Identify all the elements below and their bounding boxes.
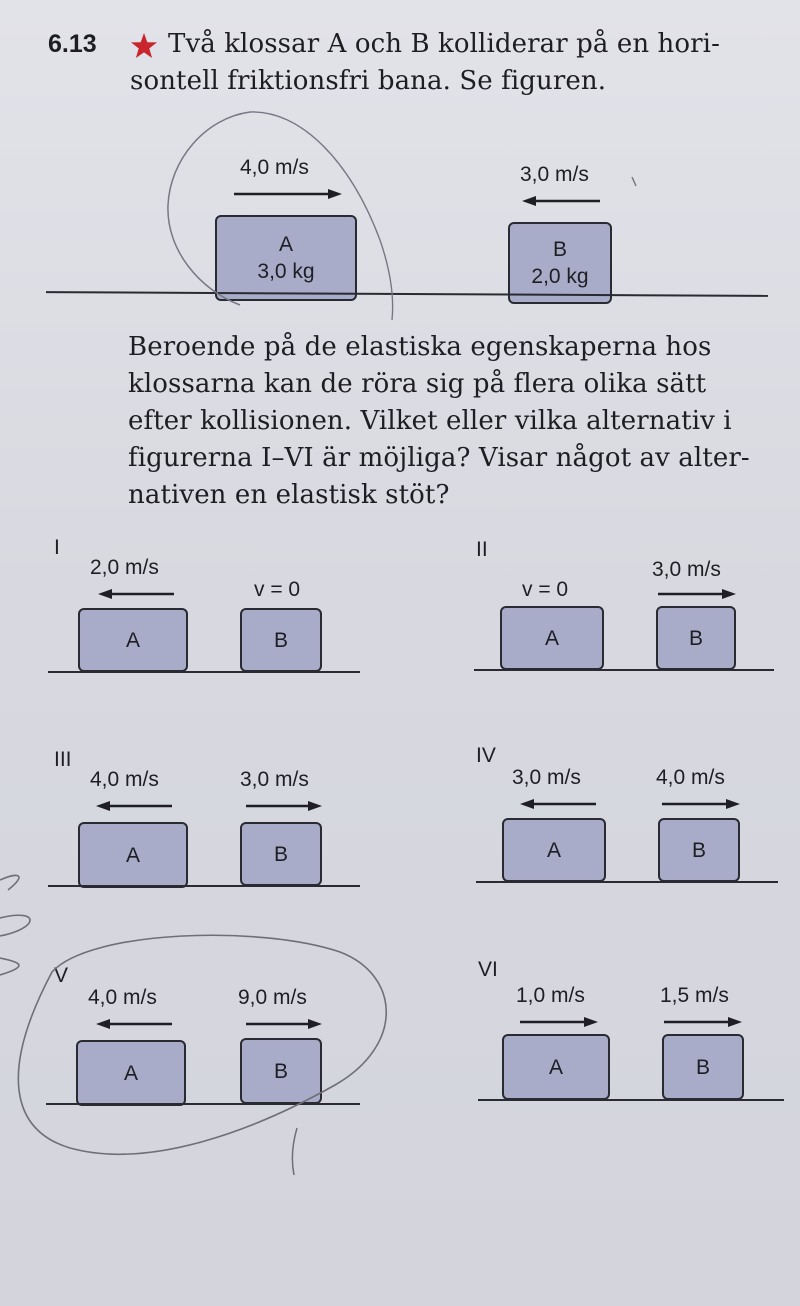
- question-line: klossarna kan de röra sig på flera olika sätt: [128, 369, 707, 399]
- speed-label-a: 3,0 m/s: [512, 766, 581, 789]
- block-a: [78, 822, 188, 888]
- block-a-name: A: [548, 1055, 563, 1079]
- arrow-right-icon: [660, 796, 742, 812]
- question-line: efter kollisionen. Vilket eller vilka alternativ i: [128, 406, 732, 436]
- block-a-name: A: [546, 838, 561, 862]
- block-b: [658, 818, 740, 882]
- block-a-name: A: [278, 233, 293, 256]
- block-a: [76, 1040, 186, 1106]
- speed-label-b: 1,5 m/s: [660, 984, 729, 1007]
- alternative-label: IV: [476, 744, 496, 767]
- arrow-right-icon: [232, 186, 344, 202]
- arrow-right-icon: [244, 798, 324, 814]
- block-b: [508, 222, 612, 304]
- block-a-mass: 3,0 kg: [257, 260, 315, 283]
- block-b-name: B: [273, 1059, 288, 1083]
- block-b-mass: 2,0 kg: [531, 265, 589, 288]
- ground-line: [46, 1103, 360, 1105]
- block-b: [656, 606, 736, 670]
- block-a-name: A: [125, 843, 140, 867]
- problem-number: 6.13: [48, 30, 97, 58]
- block-a: [215, 215, 357, 301]
- question-line: figurerna I–VI är möjliga? Visar något av alter-: [128, 443, 750, 473]
- block-b: [240, 822, 322, 886]
- block-a: [78, 608, 188, 672]
- speed-label-a: 4,0 m/s: [88, 986, 157, 1009]
- question-text: [128, 329, 750, 514]
- block-b-name: B: [688, 626, 703, 650]
- arrow-left-icon: [94, 1016, 174, 1032]
- alternative-label: II: [476, 538, 488, 561]
- question-line: nativen en elastisk stöt?: [128, 480, 450, 510]
- block-b-name: B: [695, 1055, 710, 1079]
- arrow-left-icon: [518, 796, 598, 812]
- speed-label-b: 3,0 m/s: [652, 558, 721, 581]
- alternative-label: V: [54, 964, 69, 987]
- arrow-right-icon: [518, 1014, 600, 1030]
- block-a: [502, 818, 606, 882]
- ground-line: [48, 671, 360, 673]
- problem-intro: [130, 26, 720, 100]
- block-a-name: A: [123, 1061, 138, 1085]
- speed-label-a: 4,0 m/s: [90, 768, 159, 791]
- block-b: [240, 1038, 322, 1104]
- speed-label-a: 4,0 m/s: [240, 156, 309, 179]
- alternative-label: I: [54, 536, 60, 559]
- arrow-right-icon: [662, 1014, 744, 1030]
- ground-line: [48, 885, 360, 887]
- alternative-label: VI: [478, 958, 498, 981]
- block-b-name: B: [273, 628, 288, 652]
- speed-label-a: v = 0: [522, 578, 569, 601]
- block-b: [240, 608, 322, 672]
- intro-line: sontell friktionsfri bana. Se figuren.: [130, 66, 607, 96]
- speed-label-a: 2,0 m/s: [90, 556, 159, 579]
- ground-line: [476, 881, 778, 883]
- speed-label-b: 3,0 m/s: [240, 768, 309, 791]
- question-line: Beroende på de elastiska egenskaperna hos: [128, 332, 712, 362]
- arrow-right-icon: [244, 1016, 324, 1032]
- speed-label-b: 4,0 m/s: [656, 766, 725, 789]
- ground-line: [478, 1099, 784, 1101]
- speed-label-a: 1,0 m/s: [516, 984, 585, 1007]
- ground-line: [474, 669, 774, 671]
- star-icon: [130, 32, 158, 60]
- block-b-name: B: [691, 838, 706, 862]
- block-a-name: A: [125, 628, 140, 652]
- block-b-name: B: [552, 238, 567, 261]
- speed-label-b: v = 0: [254, 578, 301, 601]
- speed-label-b: 3,0 m/s: [520, 163, 589, 186]
- block-b: [662, 1034, 744, 1100]
- block-a-name: A: [544, 626, 559, 650]
- speed-label-b: 9,0 m/s: [238, 986, 307, 1009]
- block-a: [500, 606, 604, 670]
- arrow-left-icon: [520, 193, 602, 209]
- block-a: [502, 1034, 610, 1100]
- arrow-right-icon: [656, 586, 738, 602]
- alternative-label: III: [54, 748, 72, 771]
- arrow-left-icon: [96, 586, 176, 602]
- block-b-name: B: [273, 842, 288, 866]
- intro-line: Två klossar A och B kolliderar på en hori-: [168, 29, 720, 59]
- arrow-left-icon: [94, 798, 174, 814]
